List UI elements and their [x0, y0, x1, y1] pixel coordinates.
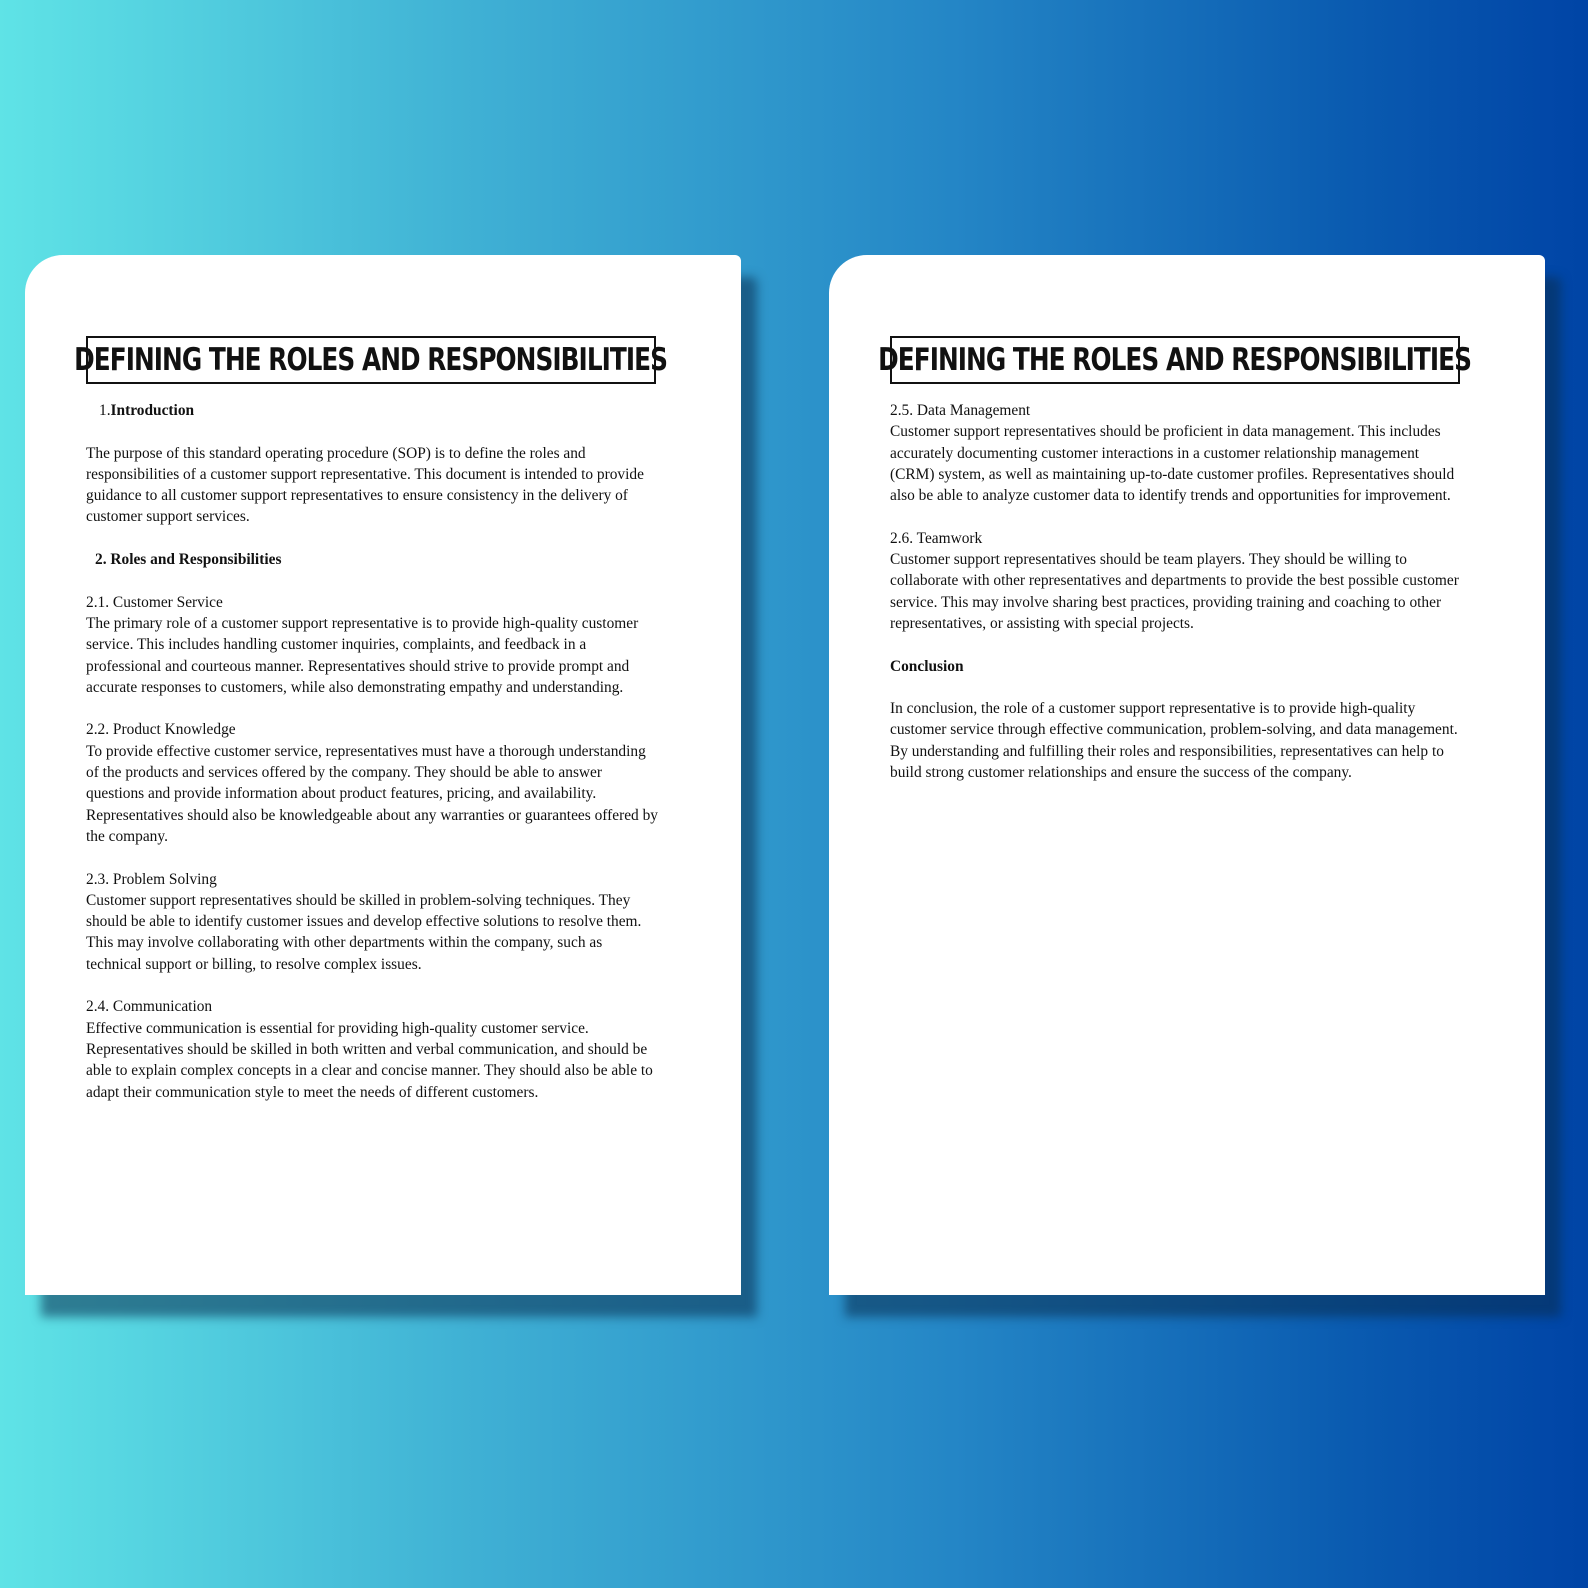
section-text: Customer support representatives should be skilled in problem-solving techniques. They should be able to identify customer issues and develop effective solutions to resolve them. This may involve collaborating with other departments within the company, such as technical support or billing, to resolve complex issues.: [86, 891, 642, 973]
section-text: Customer support representatives should be proficient in data management. This includes accurately documenting customer interactions in a customer relationship management (CRM) system, as well as maintaining up-to-date customer profiles. Representatives should also be able to analyze customer data to identify trends and opportunities for improvement.: [890, 423, 1455, 505]
section-customer-service: [86, 592, 658, 698]
intro-number: 1.: [99, 402, 111, 419]
section-text: Customer support representatives should be team players. They should be willing to collaborate with other representatives and departments to provide the best possible customer service. This may involve sharing best practices, providing training and coaching to other representatives, or assisting with special projects.: [890, 551, 1459, 632]
section-title: 2.6. Teamwork: [890, 529, 983, 547]
section-data-management: [890, 400, 1462, 506]
page-title: DEFINING THE ROLES AND RESPONSIBILITIES: [74, 341, 668, 378]
section-product-knowledge: [86, 719, 658, 847]
section-title: 2.1. Customer Service: [86, 593, 223, 611]
page-title-box: [74, 336, 668, 384]
section-title: 2.2. Product Knowledge: [86, 721, 236, 739]
intro-paragraph: The purpose of this standard operating procedure (SOP) is to define the roles and responsibilities of a customer support representative. This document is intended to provide guidance to all customer support representatives to ensure consistency in the delivery of customer support services.: [86, 444, 644, 526]
document-page-left: [25, 255, 741, 1295]
roles-heading: 2. Roles and Responsibilities: [95, 551, 282, 569]
section-teamwork: [890, 528, 1462, 634]
page-title: DEFINING THE ROLES AND RESPONSIBILITIES: [878, 341, 1472, 378]
conclusion-paragraph: In conclusion, the role of a customer support representative is to provide high-quality customer service through effective communication, problem-solving, and data management. By understanding and fulfilling their roles and responsibilities, representatives can help to build strong customer relationships and ensure the success of the company.: [890, 700, 1458, 782]
document-page-right: [829, 255, 1545, 1295]
intro-heading-line: [86, 400, 658, 421]
section-title: 2.4. Communication: [86, 998, 213, 1016]
page-title-box: [878, 336, 1472, 384]
section-title: 2.5. Data Management: [890, 402, 1031, 419]
section-title: 2.3. Problem Solving: [86, 870, 217, 888]
page-content: [890, 400, 1462, 805]
conclusion-heading: Conclusion: [890, 657, 964, 675]
section-text: The primary role of a customer support representative is to provide high-quality customer service. This includes handling customer inquiries, complaints, and feedback in a professional and courteous manner. Representatives should strive to provide prompt and accurate responses to customers, while also demonstrating empathy and understanding.: [86, 614, 639, 696]
intro-heading: Introduction: [110, 402, 195, 419]
page-content: [86, 400, 658, 1124]
section-text: To provide effective customer service, representatives must have a thorough understanding of the products and services offered by the company. They should be able to answer questions and provide information about product features, pricing, and availability. Representatives should also be knowledgeable about any warranties or guarantees offered by the company.: [86, 742, 658, 845]
section-problem-solving: [86, 869, 658, 975]
section-communication: [86, 996, 658, 1102]
section-text: Effective communication is essential for providing high-quality customer service. Representatives should be skilled in both written and verbal communication, and should be able to explain complex concepts in a clear and concise manner. They should also be able to adapt their communication style to meet the needs of different customers.: [86, 1019, 653, 1101]
